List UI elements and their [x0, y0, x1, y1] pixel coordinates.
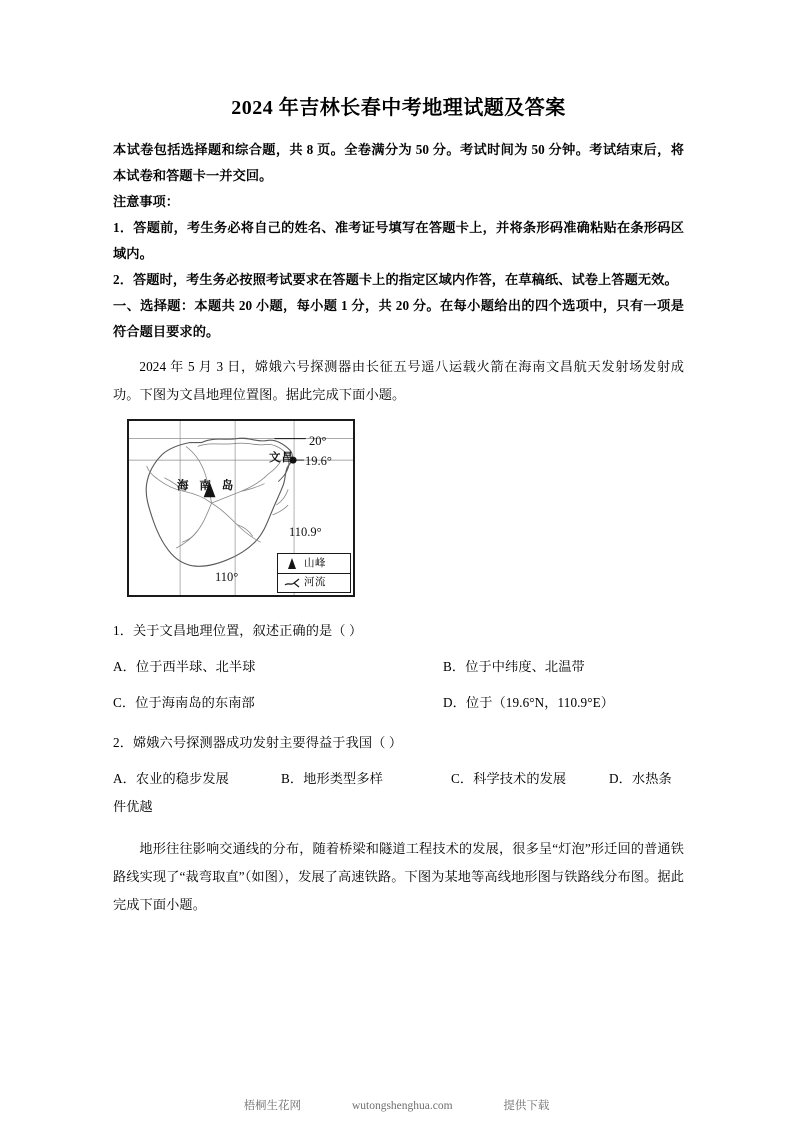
- question-1-option-b[interactable]: [443, 653, 585, 681]
- question-1-option-d[interactable]: [443, 689, 614, 717]
- river-icon: [283, 573, 301, 592]
- page-footer: [0, 1097, 793, 1113]
- question-1-options-row-2: [113, 689, 684, 717]
- question-2-stem: 嫦娥六号探测器成功发射主要得益于我国（ ）: [132, 735, 403, 750]
- question-2-option-b[interactable]: [281, 765, 383, 793]
- map-label-hainan-island: 海 南 岛: [177, 480, 238, 492]
- map-label-latitude-20: 20°: [309, 434, 327, 448]
- map-legend: [277, 553, 351, 593]
- notice-item-2: 2．答题时，考生务必按照考试要求在答题卡上的指定区域内作答，在草稿纸、试卷上答题无效。: [113, 272, 678, 287]
- question-1-options-row-1: [113, 653, 684, 681]
- question-1-option-c[interactable]: [113, 689, 255, 717]
- question-2-option-b-text: 地形类型多样: [303, 771, 383, 786]
- notice-item-1: 1．答题前，考生务必将自己的姓名、准考证号填写在答题卡上，并将条形码准确粘贴在条形码区域内。: [113, 220, 684, 261]
- question-2-option-a-text: 农业的稳步发展: [135, 771, 229, 786]
- question-1: [113, 617, 684, 645]
- map-label-longitude-110-9: 110.9°: [289, 525, 322, 539]
- notice-label: 注意事项：: [113, 194, 179, 209]
- question-1-option-d-text: 位于（19.6°N，110.9°E）: [465, 695, 615, 710]
- footer-action: 提供下载: [503, 1100, 550, 1112]
- question-2-option-d-key: D．: [609, 771, 632, 786]
- figure-wenchang-location-map: [113, 419, 684, 597]
- question-2-option-c[interactable]: [451, 765, 566, 793]
- map-label-wenchang: 文昌: [269, 452, 294, 464]
- question-2-option-d-wrap: 件优越: [113, 799, 153, 814]
- question-1-option-b-text: 位于中纬度、北温带: [465, 659, 585, 674]
- exam-intro-paragraph: 本试卷包括选择题和综合题，共 8 页。全卷满分为 50 分。考试时间为 50 分钟。考试结束后，将本试卷和答题卡一并交回。: [113, 142, 684, 183]
- question-1-option-a[interactable]: [113, 653, 256, 681]
- question-1-option-c-text: 位于海南岛的东南部: [135, 695, 255, 710]
- footer-site-url: wutongshenghua.com: [351, 1100, 453, 1112]
- map-frame: [127, 419, 355, 597]
- question-1-option-a-key: A．: [113, 659, 136, 674]
- question-2-option-c-key: C．: [451, 771, 474, 786]
- question-1-number: 1．: [113, 623, 133, 638]
- legend-label-river: 河流: [304, 577, 326, 588]
- section-heading-multiple-choice: 一、选择题：本题共 20 小题，每小题 1 分，共 20 分。在每小题给出的四个选项中，只有一项是符合题目要求的。: [113, 298, 684, 339]
- mountain-peak-icon: [283, 554, 301, 573]
- legend-row-peak: [278, 554, 350, 573]
- page-content: [113, 95, 684, 919]
- question-1-option-c-key: C．: [113, 695, 136, 710]
- question-2-option-c-text: 科学技术的发展: [473, 771, 567, 786]
- passage-railway-terrain: 地形往往影响交通线的分布，随着桥梁和隧道工程技术的发展，很多呈“灯泡”形迁回的普通铁路线实现了“裁弯取直”（如图），发展了高速铁路。下图为某地等高线地形图与铁路线分布图。据此完成下面小题。: [113, 841, 684, 912]
- legend-label-peak: 山峰: [304, 558, 326, 569]
- map-label-latitude-19-6: 19.6°: [305, 454, 332, 468]
- footer-site-name: 梧桐生花网: [243, 1100, 302, 1112]
- question-2-option-d[interactable]: [609, 765, 672, 793]
- question-1-option-a-text: 位于西半球、北半球: [135, 659, 256, 674]
- passage-chang-e-6: 2024 年 5 月 3 日，嫦娥六号探测器由长征五号遥八运载火箭在海南文昌航天发射场发射成功。下图为文昌地理位置图。据此完成下面小题。: [113, 359, 684, 402]
- question-2: [113, 729, 684, 757]
- legend-row-river: [278, 573, 350, 592]
- question-2-options-row: [113, 765, 684, 793]
- question-2-option-b-key: B．: [281, 771, 304, 786]
- question-2-option-a-key: A．: [113, 771, 136, 786]
- question-2-option-d-text: 水热条: [631, 771, 672, 786]
- question-1-option-b-key: B．: [443, 659, 466, 674]
- page-title: 2024 年吉林长春中考地理试题及答案: [231, 97, 566, 119]
- question-2-number: 2．: [113, 735, 133, 750]
- question-1-stem: 关于文昌地理位置，叙述正确的是（ ）: [132, 623, 363, 638]
- question-1-option-d-key: D．: [443, 695, 466, 710]
- map-label-longitude-110: 110°: [215, 570, 239, 584]
- question-2-option-a[interactable]: [113, 765, 229, 793]
